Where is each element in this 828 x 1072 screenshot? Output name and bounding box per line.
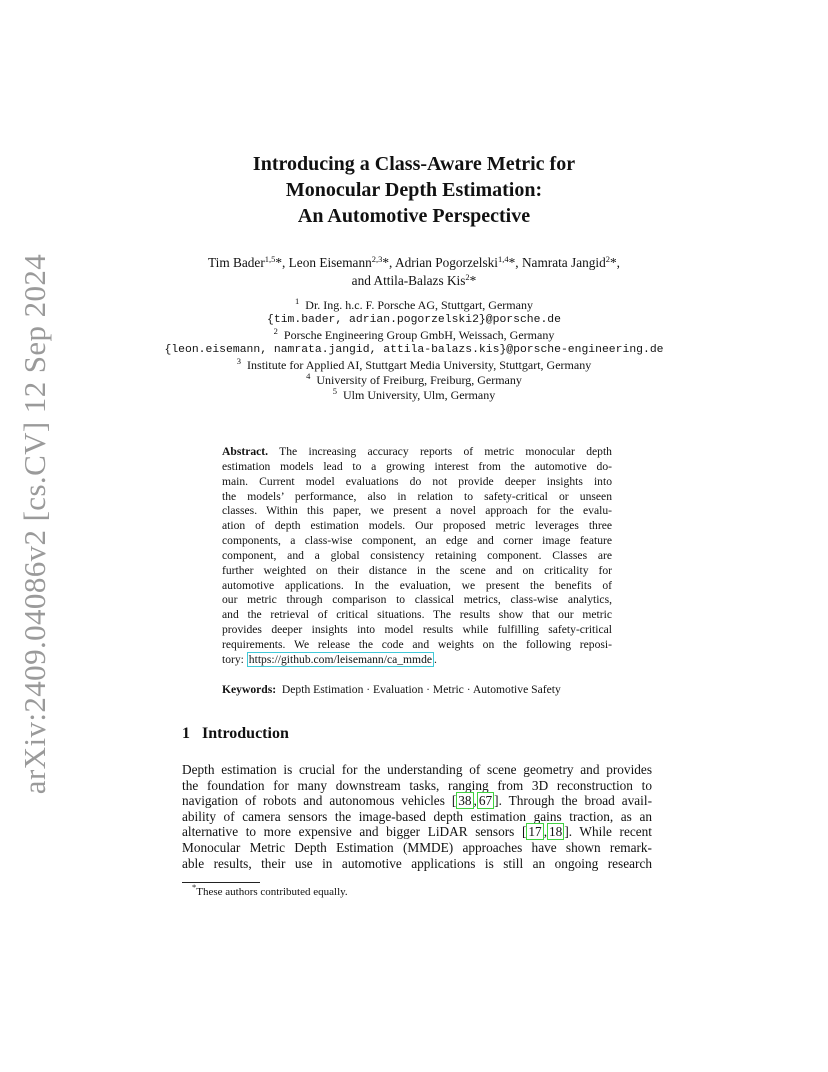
author-prefix: and xyxy=(351,273,374,288)
author-mark: * xyxy=(469,273,477,288)
affiliation-line xyxy=(0,388,828,403)
title-line: An Automotive Perspective xyxy=(297,205,531,227)
body-text: , xyxy=(473,793,477,809)
affiliation-line xyxy=(0,373,828,388)
abstract-text: tory: xyxy=(222,652,247,666)
author-name: Adrian Pogorzelski xyxy=(394,255,499,270)
abstract-label: Abstract. xyxy=(222,445,269,458)
affiliation-number: 1 xyxy=(295,296,300,306)
section-title: Introduction xyxy=(202,725,289,742)
author-affiliation-sup: 1,4 xyxy=(498,254,509,264)
affiliation-list xyxy=(0,298,828,403)
author-name: Namrata Jangid xyxy=(521,255,606,270)
body-line: Depth estimation is crucial for the understanding of scene geometry and provides xyxy=(182,762,652,777)
author-name: Tim Bader xyxy=(207,255,265,270)
section-heading xyxy=(182,725,289,743)
affiliation-text: Dr. Ing. h.c. F. Porsche AG, Stuttgart, Germany xyxy=(305,298,533,312)
author-mark: *, xyxy=(508,255,522,270)
abstract-line: components, a class-wise component, an edge and corner image feature xyxy=(222,534,612,548)
footnote-mark: * xyxy=(192,882,197,892)
affiliation-text: Porsche Engineering Group GmbH, Weissach, Germany xyxy=(283,328,555,342)
footnote-text: These authors contributed equally. xyxy=(196,886,348,898)
repository-link[interactable]: https://github.com/leisemann/ca_mmde xyxy=(248,652,433,666)
arxiv-side-label: arXiv:2409.04086v2 [cs.CV] 12 Sep 2024 xyxy=(17,253,52,795)
title-line: Monocular Depth Estimation: xyxy=(285,179,543,201)
body-line xyxy=(182,793,652,809)
body-text: alternative to more expensive and bigger LiDAR sensors [ xyxy=(182,824,527,840)
author-affiliation-sup: 2 xyxy=(605,254,611,264)
abstract-text: . xyxy=(434,652,437,666)
author-mark: *, xyxy=(382,255,395,270)
body-line: ability of camera sensors the image-based depth estimation gains traction, as an xyxy=(182,808,652,824)
affiliation-email: {tim.bader, adrian.pogorzelski2}@porsche.de xyxy=(267,314,561,326)
author-name: Leon Eisemann xyxy=(288,255,372,270)
title-line: Introducing a Class-Aware Metric for xyxy=(252,153,576,175)
author-line xyxy=(0,254,828,272)
citation-link[interactable]: 17 xyxy=(528,824,542,840)
keywords xyxy=(222,683,561,696)
author-list xyxy=(0,254,828,290)
abstract-line: further weighted on their distance in the scene and on criticality for xyxy=(222,563,612,577)
abstract-line: automotive applications. In the evaluation, we present the benefits of xyxy=(222,578,612,592)
affiliation-number: 2 xyxy=(273,326,278,336)
body-line: able results, their use in automotive applications is still an ongoing research xyxy=(182,855,652,871)
abstract-line: estimation models lead to a growing interest from the automotive do- xyxy=(222,459,612,473)
affiliation-line xyxy=(0,328,828,343)
author-affiliation-sup: 2,3 xyxy=(371,254,383,264)
citation-link[interactable]: 38 xyxy=(458,793,472,809)
citation-link[interactable]: 18 xyxy=(549,824,563,840)
affiliation-text: University of Freiburg, Freiburg, Germany xyxy=(316,373,522,387)
abstract-line: and the retrieval of critical situations. The results show that our metric xyxy=(222,608,612,622)
affiliation-text: Ulm University, Ulm, Germany xyxy=(343,388,496,402)
abstract-text: The increasing accuracy reports of metric monocular depth xyxy=(279,445,612,458)
abstract-line: provides deeper insights into model results while fulfilling safety-critical xyxy=(222,623,612,637)
abstract-line: ation of depth estimation models. Our proposed metric leverages three xyxy=(222,519,612,533)
author-affiliation-sup: 2 xyxy=(465,272,470,282)
body-text: navigation of robots and autonomous vehicles [ xyxy=(182,793,457,809)
abstract xyxy=(222,445,612,668)
abstract-line: requirements. We release the code and weights on the following reposi- xyxy=(222,637,612,651)
author-mark: *, xyxy=(610,255,620,270)
body-line: the foundation for many downstream tasks, ranging from 3D reconstruction to xyxy=(182,777,652,793)
body-text: ]. While recent xyxy=(564,824,652,840)
keywords-text: Depth Estimation · Evaluation · Metric · Automotive Safety xyxy=(281,683,561,696)
paper-title xyxy=(0,151,828,229)
author-mark: *, xyxy=(275,255,289,270)
body-line: Monocular Metric Depth Estimation (MMDE) approaches have shown remark- xyxy=(182,839,652,855)
abstract-line: the models’ performance, also in relation to safety-critical or unseen xyxy=(222,489,612,503)
keywords-label: Keywords: xyxy=(222,683,277,696)
affiliation-number: 4 xyxy=(306,371,311,381)
body-text: , xyxy=(543,824,548,840)
abstract-line: component, and a global consistency retaining component. Classes are xyxy=(222,548,612,562)
affiliation-number: 5 xyxy=(332,386,338,396)
affiliation-text: Institute for Applied AI, Stuttgart Media University, Stuttgart, Germany xyxy=(247,358,592,372)
affiliation-line xyxy=(0,298,828,313)
author-name: Attila-Balazs Kis xyxy=(373,273,466,288)
author-affiliation-sup: 1,5 xyxy=(264,254,276,264)
body-line xyxy=(182,824,652,840)
citation-link[interactable]: 67 xyxy=(478,793,493,809)
abstract-line xyxy=(222,653,612,668)
body-text: ]. Through the broad avail- xyxy=(494,793,652,809)
abstract-line: our metric through comparison to classical metrics, class-wise analytics, xyxy=(222,593,612,607)
affiliation-email: {leon.eisemann, namrata.jangid, attila-balazs.kis}@porsche-engineering.de xyxy=(164,344,664,356)
abstract-line: classes. Within this paper, we present a novel approach for the evalu- xyxy=(222,504,612,518)
intro-paragraph xyxy=(182,762,652,871)
footnote xyxy=(192,882,348,898)
affiliation-number: 3 xyxy=(236,356,242,366)
section-number: 1 xyxy=(182,725,190,742)
abstract-line xyxy=(222,445,612,460)
affiliation-line xyxy=(0,358,828,373)
author-line xyxy=(0,272,828,290)
abstract-line: main. Current model evaluations do not provide deeper insights into xyxy=(222,474,612,488)
